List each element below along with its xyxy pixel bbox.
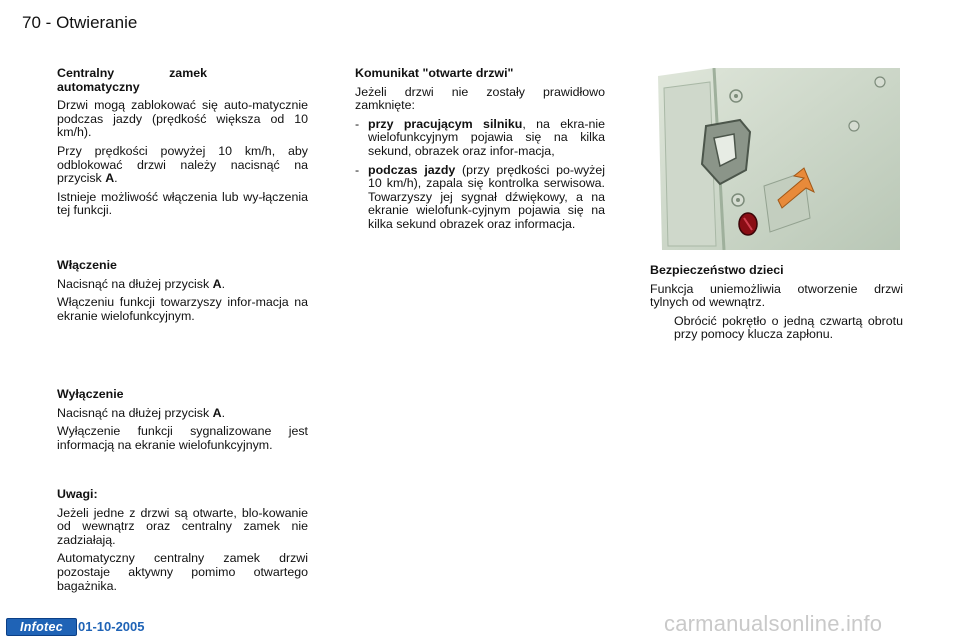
paragraph: Automatyczny centralny zamek drzwi pozostaje aktywny pomimo otwartego bagażnika. [57,551,308,593]
section-title: Włączenie [57,258,117,272]
paragraph: Jeżeli jedne z drzwi są otwarte, blo-kowanie od wewnątrz oraz centralny zamek nie zadziałają. [57,505,308,547]
section-title: Bezpieczeństwo dzieci [650,263,784,277]
section-notes [57,488,308,598]
bullet-icon [650,315,674,342]
paragraph-text: Nacisnąć na dłużej przycisk [57,405,210,420]
list-item-text [368,118,605,159]
key-label: A [105,171,115,186]
paragraph: Przy prędkości powyżej 10 km/h, aby odblokować drzwi należy nacisnąć na przycisk A. [57,143,308,186]
dash-marker: - [355,116,360,131]
item-text: (przy prędkości po-wyżej 10 km/h), zapala się kontrolka serwisowa. Towarzyszy jej sygnał dźwiękowy, a na ekranie wielofunk-cyjnym pojawia się na kilka sekund obrazek oraz informacja. [368,162,605,231]
section-title: Wyłączenie [57,387,124,401]
paragraph-text: Przy prędkości powyżej 10 km/h, aby odblokować drzwi należy nacisnąć na przycisk [57,143,308,186]
paragraph: Włączeniu funkcji towarzyszy infor-macja na ekranie wielofunkcyjnym. [57,295,308,323]
section-enable [57,259,308,328]
section-central-lock [57,67,308,223]
list-item [355,164,605,232]
section-disable [57,388,308,457]
door-illustration [654,68,904,250]
section-title: Centralny zamek automatyczny [57,66,207,94]
section-title: Komunikat "otwarte drzwi" [355,66,514,80]
section-title: Uwagi: [57,487,98,501]
list-item [355,118,605,159]
dash-marker: - [355,162,360,177]
paragraph: Istnieje możliwość włączenia lub wy-łączenia tej funkcji. [57,189,308,218]
header-separator: - [45,13,52,32]
item-text: , na ekra-nie wielofunkcyjnym pojawia się na kilka sekund, obrazek oraz infor-macja, [368,116,606,158]
paragraph-text: Nacisnąć na dłużej przycisk [57,276,210,291]
footer-date: 01-10-2005 [78,619,145,634]
paragraph: Wyłączenie funkcji sygnalizowane jest informacją na ekranie wielofunkcyjnym. [57,424,308,452]
page-number: 70 [22,13,41,32]
bold-text: przy pracującym silniku [368,116,523,131]
section-child-safety [650,264,903,342]
paragraph: Nacisnąć na dłużej przycisk A. [57,405,226,420]
paragraph: Drzwi mogą zablokować się auto-matycznie podczas jazdy (prędkość większa od 10 km/h). [57,98,308,140]
bold-text: podczas jazdy [368,162,456,177]
infotec-logo: Infotec [6,618,77,636]
list-item [650,315,903,342]
key-label: A [212,405,222,420]
watermark: carmanualsonline.info [664,611,883,636]
section-door-open-message [355,67,605,237]
key-label: A [212,276,222,291]
page-title: Otwieranie [56,13,138,32]
paragraph: Funkcja uniemożliwia otworzenie drzwi tylnych od wewnątrz. [650,281,903,310]
list-item-text: Obrócić pokrętło o jedną czwartą obrotu przy pomocy klucza zapłonu. [674,313,903,342]
paragraph: Nacisnąć na dłużej przycisk A. [57,276,226,291]
list-item-text [368,164,605,232]
page-header [22,13,137,33]
paragraph: Jeżeli drzwi nie zostały prawidłowo zamknięte: [355,84,605,113]
